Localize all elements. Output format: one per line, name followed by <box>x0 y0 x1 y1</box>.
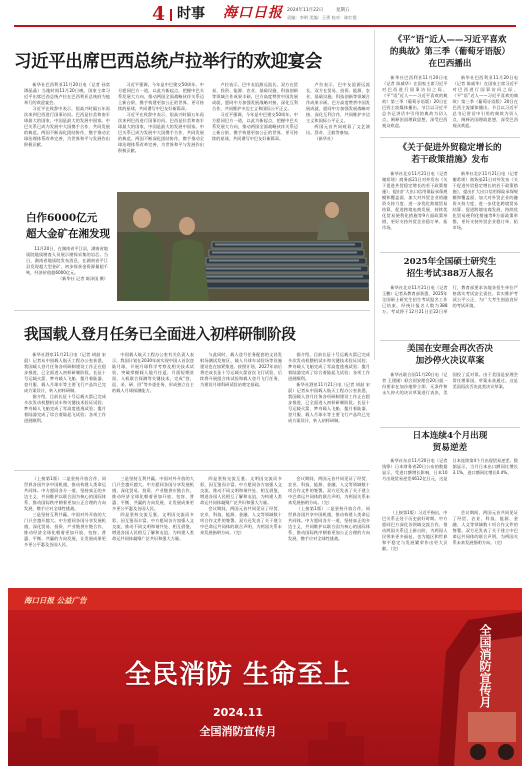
photo-caption-title-2: 超大金矿在湘发现 <box>26 228 110 240</box>
banner-slogan: 全民消防 生命至上 <box>124 660 352 690</box>
photo-caption-body <box>26 246 108 314</box>
banner-subtitle: 全国消防宣传月 <box>199 725 277 738</box>
lead-body-col3 <box>212 82 298 202</box>
bottom-paragraph: 三是坚持互利共赢。中国对外开放的大门只会越开越大。中方愿同各国分享发展机遇，深化贸易、投资、产业链供应链合作，推动经济全球化朝着更加开放、包容、普惠、平衡、共赢的方向发展，让发展成果更多更公平惠及各国人民。 <box>112 476 194 511</box>
bottom-paragraph: 会议期间，两国元首共同见证了经贸、农业、科技、能源、金融、人文等领域数十项合作文件的签署。双方还发表了关于建立中巴命运共同体的联合声明，为两国关系未来发展指明方向。（完） <box>288 476 370 505</box>
lead-paragraph: 新华社巴西利亚11月20日电（记者 孙奕 谭晶晶）当地时间11月20日晚，国家主席习近平出席巴西总统卢拉在巴西利亚总统府为他举行的欢迎宴会。 <box>24 82 110 105</box>
header-editors: 责编：李明 美编：王勇 校对：陈红霞 <box>287 15 357 20</box>
right-divider <box>380 137 520 138</box>
header-divider-bar <box>170 9 172 21</box>
lead-paragraph: 习近平强调，今年是中巴建交50周年。中方愿同巴方一道，以此为新起点，把握中巴关系发展大方向，推动两国全面战略伙伴关系迈上新台阶，携手构建更加公正的世界、更可持续的星球，共同谱写中巴友好新篇章。 <box>212 112 298 141</box>
moon-paragraph: 新华社酒泉11月21日电（记者 胡喆 宋晨）记者从中国载人航天工程办公室获悉，我国载人登月任务各项研制建设工作正在稳步推进，已全面进入初样研制阶段。长征十号运载火箭、梦舟载人飞船、揽月着陆器、登月服、载人月球车等主要飞行产品均已完成方案设计，转入初样研制。 <box>24 352 106 393</box>
lead-body-col4 <box>306 82 370 152</box>
lead-paragraph: 习近平强调，今年是中巴建交50周年。中方愿同巴方一道，以此为新起点，把握中巴关系发展大方向，推动两国全面战略伙伴关系迈上新台阶，携手构建更加公正的世界、更可持续的星球，共同谱写中巴友好新篇章。 <box>118 82 204 111</box>
bottom-paragraph: （上接第1版）二是坚持开放合作，同世界各国共享中国机遇，推动构建人类命运共同体。中方愿同各方一道，坚持真正的多边主义，共同维护以联合国为核心的国际体系，推动国际秩序朝着更加公正合理的方向发展，携手应对全球性挑战。 <box>288 506 370 541</box>
right-divider <box>380 340 520 341</box>
right-article2-title-1: 《关于促进外贸稳定增长的 <box>398 143 502 153</box>
bottom-paragraph: 会议期间，两国元首共同见证了经贸、农业、科技、能源、金融、人文等领域数十项合作文件的签署。双方还发表了关于建立中巴命运共同体的联合声明，为两国关系未来发展指明方向。（完） <box>452 510 518 545</box>
lead-paragraph: 卢拉表示，巴中友谊源远流长，双方在贸易、投资、能源、农业、基础设施、科技创新等领域合作成果丰硕。巴方高度赞赏中国发展成就，愿同中方加强发展战略对接，深化互利合作，共同维护多边主义和国际公平正义。 <box>306 82 370 123</box>
photo-caption-text: 11月20日，在湖南省平江县，湖南省地质院地质勘查人员展示勘探采集的岩芯。当日，湖南省地质院发布消息，在湖南省平江县发现超大型金矿，初步探获金资源量超千吨，经济价值超6000亿元。 <box>26 246 108 275</box>
right-article4-body <box>382 372 518 422</box>
bottom-paragraph: （上接第1版）二是坚持开放合作，同世界各国共享中国机遇，推动构建人类命运共同体。中方愿同各方一道，坚持真正的多边主义，共同维护以联合国为核心的国际体系，推动国际秩序朝着更加公正合理的方向发展，携手应对全球性挑战。 <box>24 476 106 511</box>
bottom-paragraph: 四是坚持交流互鉴。文明因交流而多彩，因互鉴而丰富。中方愿同各方加强人文交流，推动不同文明和谐共处、相互借鉴，增进各国人民相互了解和友谊，为构建人类命运共同体凝聚广泛共识和强大力量。 <box>112 512 194 541</box>
moon-paragraph: 据介绍，目前长征十号运载火箭已完成多次发动机整机试车和关键技术验证试验；梦舟载人飞船完成了零高度逃逸试验；揽月着陆器完成了综合着陆起飞试验；各项工作进展顺利。 <box>288 352 370 381</box>
moon-paragraph: 据介绍，目前长征十号运载火箭已完成多次发动机整机试车和关键技术验证试验；梦舟载人飞船完成了零高度逃逸试验；揽月着陆器完成了综合着陆起飞试验；各项工作进展顺利。 <box>24 394 106 423</box>
right-article4-title-1: 美国在安理会再次否决 <box>407 344 493 354</box>
bottom-col-2 <box>112 476 194 576</box>
article-text: 新华社巴西利亚11月20日电（记者 陈威华）在国家主席习近平对巴西进行国事访问之际，《平“语”近人——习近平喜欢的典故》第三季（葡萄牙语版）20日在巴西主流媒体播出。节目以习近平总书记讲话中引用的典故为切入点，阐释治国理政思想，深受巴西观众欢迎。 <box>382 75 448 128</box>
lead-paragraph: 两国元首共同观看了文艺演出。蔡奇、王毅等参加。 <box>306 124 370 135</box>
gold-mine-photo <box>117 192 369 301</box>
bottom-paragraph: （上接第1版）习近平指出，中巴关系正处于历史最好时期。中方愿同巴方深化各领域交流合作，推动两国关系迈上新台阶，为两国人民带来更多福祉，也为地区和世界和平稳定与发展繁荣作出更大贡献。（完） <box>382 510 448 551</box>
banner-month: 2024.11 <box>212 706 264 719</box>
banner-tag: 海口日报 公益广告 <box>24 596 87 605</box>
bottom-paragraph: 四是坚持交流互鉴。文明因交流而多彩，因互鉴而丰富。中方愿同各方加强人文交流，推动不同文明和谐共处、相互借鉴，增进各国人民相互了解和友谊，为构建人类命运共同体凝聚广泛共识和强大力量。 <box>200 476 282 505</box>
article-text: 新华社北京11月21日电（记者 谢希瑶）商务部21日对外发布《关于促进外贸稳定增长的若干政策措施》，提出扩大出口信用保险承保规模和覆盖面、加大对外贸企业的融资支持力度、进一步优化跨境贸易结算、促进跨境电商发展、持续优化贸易便利化措施等9方面政策举措，更好支持外贸企业稳订单、拓市场。 <box>382 171 448 230</box>
lead-body-col1 <box>24 82 110 180</box>
lead-paragraph: 习近平在致辞中表示，很高兴时隔五年再次来到巴西进行国事访问。巴西是拉美和南半球最大的国家，中国是最大的发展中国家。中巴关系已成为发展中大国携手合作、共同发展的典范。两国不断深化团结协作，携手推动全球治理体系改革完善，为世界和平与发展作出积极贡献。 <box>118 112 204 153</box>
photo-credit: （新华社 记者 陈泽国 摄） <box>57 276 108 281</box>
moon-body-col3 <box>200 352 282 464</box>
right-article5-title-2: 贸易逆差 <box>432 443 468 453</box>
lead-paragraph: 卢拉表示，巴中友谊源远流长，双方在贸易、投资、能源、农业、基础设施、科技创新等领域合作成果丰硕。巴方高度赞赏中国发展成就，愿同中方加强发展战略对接，深化互利合作，共同维护多边主义和国际公平正义。 <box>212 82 298 111</box>
lead-paragraph: 习近平在致辞中表示，很高兴时隔五年再次来到巴西进行国事访问。巴西是拉美和南半球最大的国家，中国是最大的发展中国家。中巴关系已成为发展中大国携手合作、共同发展的典范。两国不断深化团结协作，携手推动全球治理体系改革完善，为世界和平与发展作出积极贡献。 <box>24 106 110 147</box>
moon-paragraph: 与此同时，载人登月任务配套的文昌发射场测试发射区、载人月球车试验场等设施建设也在加紧推进。按照计划，2027年前后将完成长征十号运载火箭首次飞行试验，后续将开展组合体试验和载人登月飞行任务，为建设月球科研试验站奠定基础。 <box>200 352 282 387</box>
lead-sign: （新华社） <box>314 136 336 141</box>
right-article1-body <box>382 75 518 133</box>
page-header <box>0 0 530 28</box>
bottom-col-5 <box>382 510 518 576</box>
bottom-paragraph: 三是坚持互利共赢。中国对外开放的大门只会越开越大。中方愿同各国分享发展机遇，深化贸易、投资、产业链供应链合作，推动经济全球化朝着更加开放、包容、普惠、平衡、共赢的方向发展，让发展成果更多更公平惠及各国人民。 <box>24 512 106 547</box>
right-article3-title-1: 2025年全国硕士研究生 <box>403 257 497 267</box>
section-divider <box>14 470 370 471</box>
article-text: 新华社北京11月21日电（记者 王鹏）记者从教育部获悉，2025年全国硕士研究生招生考试报名工作已结束，经统计报名人数为388万。考试将于12月21日至22日举行，教育部要求各地各招生单位严格落实考试安全责任，切实维护考试公平公正，为广大考生创造良好的考试环境。 <box>382 285 518 314</box>
moon-body-col1 <box>24 352 106 464</box>
right-article3-title-2: 招生考试388万人报名 <box>406 269 494 279</box>
section-name: 时事 <box>177 6 205 22</box>
right-article5-title-1: 日本连续4个月出现 <box>412 431 488 441</box>
right-article3-body <box>382 285 518 337</box>
right-divider <box>380 427 520 428</box>
right-column-rule <box>374 30 375 360</box>
article-text: 新华社巴西利亚11月20日电（记者 陈威华）在国家主席习近平对巴西进行国事访问之际，《平“语”近人——习近平喜欢的典故》第三季（葡萄牙语版）20日在巴西主流媒体播出。节目以习近平总书记讲话中引用的典故为切入点，阐释治国理政思想，深受巴西观众欢迎。 <box>452 75 518 128</box>
moon-paragraph: 新华社酒泉11月21日电（记者 胡喆 宋晨）记者从中国载人航天工程办公室获悉，我国载人登月任务各项研制建设工作正在稳步推进，已全面进入初样研制阶段。长征十号运载火箭、梦舟载人飞船、揽月着陆器、登月服、载人月球车等主要飞行产品均已完成方案设计，转入初样研制。 <box>288 382 370 423</box>
bottom-col-1 <box>24 476 106 576</box>
paper-name: 海口日报 <box>223 5 283 21</box>
photo-illustration <box>117 192 369 301</box>
right-article1-title-1: 《平“语”近人——习近平喜欢 <box>393 35 507 45</box>
fire-safety-banner <box>8 588 522 766</box>
lead-body-col2 <box>118 82 204 210</box>
page-number: 4 <box>152 3 166 25</box>
right-article5-body <box>382 458 518 504</box>
header-date: 2024年11月22日 <box>287 8 324 13</box>
photo-caption-title-1: 白作6000亿元 <box>26 212 98 224</box>
fire-truck-graphic <box>418 612 522 766</box>
header-weekday: 星期五 <box>336 8 350 13</box>
right-article4-title-2: 加沙停火决议草案 <box>415 356 485 366</box>
moon-headline: 我国载人登月任务已全面进入初样研制阶段 <box>24 326 296 343</box>
article-text: 新华社东京11月20日电（记者 钱铮）日本财务省20日公布的数据显示，受进口额增长影响，日本10月出现贸易逆差4612亿日元，这是日本连续第4个月出现贸易逆差。数据显示，当月日本出口额同比增长3.1%，进口额同比增长0.4%。 <box>382 458 518 481</box>
bottom-paragraph: 会议期间，两国元首共同见证了经贸、农业、科技、能源、金融、人文等领域数十项合作文件的签署。双方还发表了关于建立中巴命运共同体的联合声明，为两国关系未来发展指明方向。（完） <box>200 506 282 535</box>
moon-body-col2 <box>112 352 194 464</box>
header-rule <box>14 25 516 27</box>
right-article1-title-3: 在巴西播出 <box>428 59 472 69</box>
banner-side-text: 全国消防宣传月 <box>478 624 492 708</box>
right-divider <box>380 252 520 253</box>
right-article1-title-2: 的典故》第三季（葡萄牙语版） <box>389 47 511 57</box>
bottom-col-4 <box>288 476 370 576</box>
article-text: 新华社北京11月21日电（记者 谢希瑶）商务部21日对外发布《关于促进外贸稳定增长的若干政策措施》，提出扩大出口信用保险承保规模和覆盖面、加大对外贸企业的融资支持力度、进一步优化跨境贸易结算、促进跨境电商发展、持续优化贸易便利化措施等9方面政策举措，更好支持外贸企业稳订单、拓市场。 <box>452 171 518 230</box>
right-article2-title-2: 若干政策措施》发布 <box>411 155 489 165</box>
bottom-col-3 <box>200 476 282 576</box>
moon-body-col4 <box>288 352 370 464</box>
moon-paragraph: 中国载人航天工程办公室有关负责人表示，我国计划在2030年前实现中国人首次登陆月球，开展月球科学考察及相关技术试验，突破掌握载人地月往返、月面短期驻留、人机联合探测等关键技术，完成“登、巡、采、研、回”等多重任务，形成独立自主的载人月球探测能力。 <box>112 352 194 393</box>
right-article2-body <box>382 171 518 249</box>
lead-headline: 习近平出席巴西总统卢拉举行的欢迎宴会 <box>14 52 322 72</box>
article-text: 新华社联合国11月20日电（记者 王建刚）联合国安理会20日就一份要求在加沙地带立即、无条件和永久停火的决议草案进行表决，美国投了反对票。由于美国是安理会常任理事国，草案未获通过。这是美国再次否决此类决议草案。 <box>382 372 518 395</box>
section-divider <box>14 310 370 311</box>
